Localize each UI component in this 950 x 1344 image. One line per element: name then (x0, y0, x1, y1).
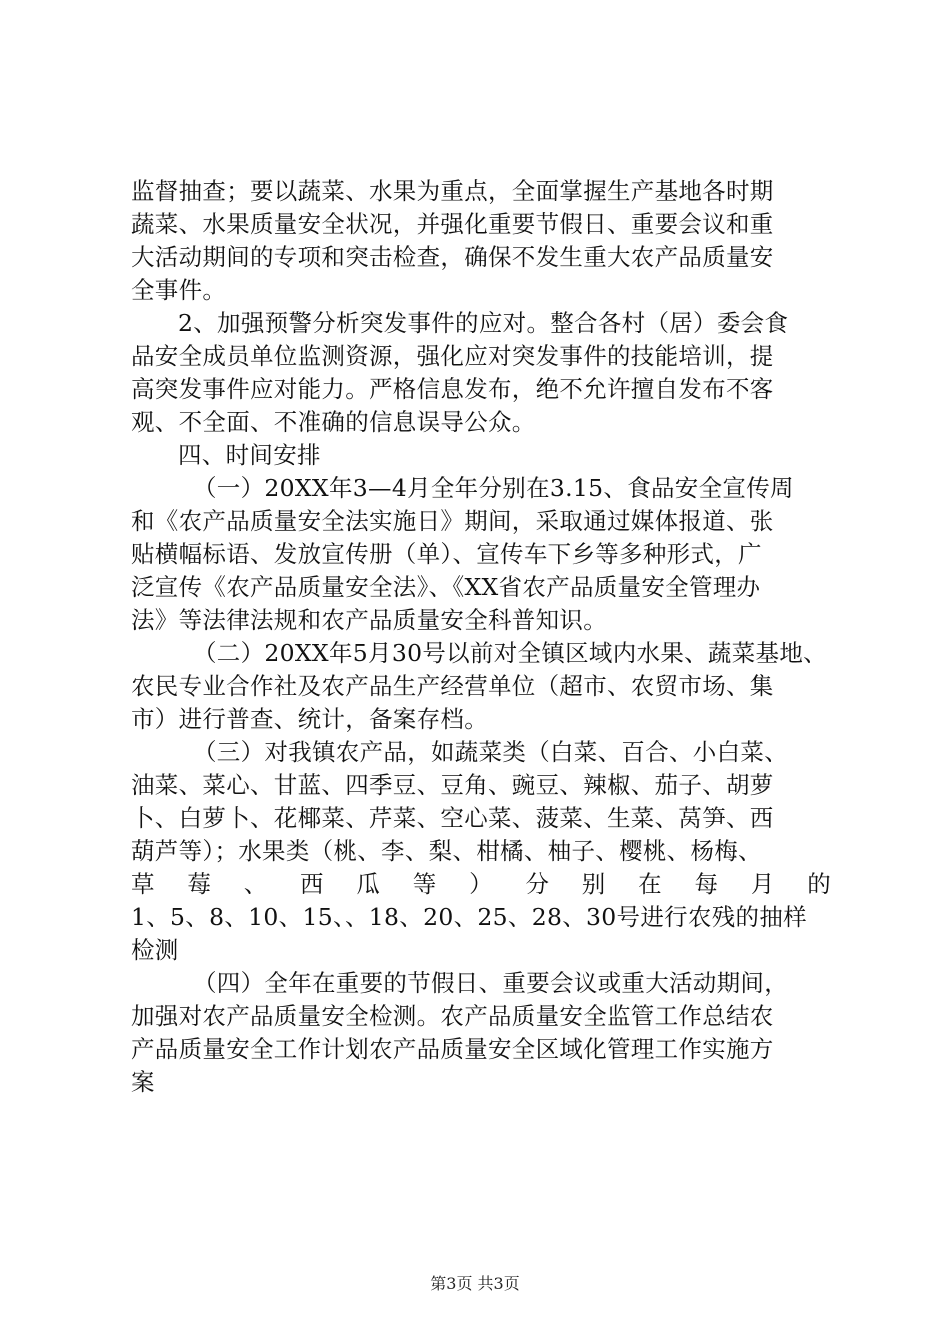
text-line: 农民专业合作社及农产品生产经营单位（超市、农贸市场、集 (131, 672, 774, 700)
text-line: 和《农产品质量安全法实施日》期间，采取通过媒体报道、张 (131, 507, 774, 535)
text-line: 监督抽查；要以蔬菜、水果为重点，全面掌握生产基地各时期 (131, 177, 774, 205)
text-line: 泛宣传《农产品质量安全法》、《XX省农产品质量安全管理办 (131, 573, 761, 601)
text-line: （一）20XX年3—4月全年分别在3.15、食品安全宣传周 (193, 474, 794, 502)
page-footer (0, 1274, 950, 1294)
text-line: 贴横幅标语、发放宣传册（单）、宣传车下乡等多种形式，广 (131, 540, 762, 568)
page-number: 第3页 共3页 (430, 1274, 520, 1293)
text-line: （二）20XX年5月30号以前对全镇区域内水果、蔬菜基地、 (193, 639, 827, 667)
text-line: 卜、白萝卜、花椰菜、芹菜、空心菜、菠菜、生菜、莴笋、西 (131, 804, 774, 832)
text-line: 1、5、8、10、15、、18、20、25、28、30号进行农残的抽样 (131, 903, 807, 931)
text-line: 观、不全面、不准确的信息误导公众。 (131, 408, 536, 436)
text-line: 大活动期间的专项和突击检查，确保不发生重大农产品质量安 (131, 243, 774, 271)
text-line: 加强对农产品质量安全检测。农产品质量安全监管工作总结农 (131, 1002, 774, 1030)
text-line: 高突发事件应对能力。严格信息发布，绝不允许擅自发布不客 (131, 375, 774, 403)
text-line: 产品质量安全工作计划农产品质量安全区域化管理工作实施方 (131, 1035, 774, 1063)
text-line: 法》等法律法规和农产品质量安全科普知识。 (131, 606, 607, 634)
text-line: （三）对我镇农产品，如蔬菜类（白菜、百合、小白菜、 (193, 738, 788, 766)
section-heading: 四、时间安排 (178, 441, 321, 469)
text-line: 葫芦等）；水果类（桃、李、梨、柑橘、柚子、樱桃、杨梅、 (131, 837, 762, 865)
text-line: 检测 (131, 936, 179, 964)
text-line: 草 莓 、 西 瓜 等 ） 分 别 在 每 月 的 (131, 870, 831, 898)
text-line: （四）全年在重要的节假日、重要会议或重大活动期间， (193, 969, 788, 997)
text-line: 市）进行普查、统计，备案存档。 (131, 705, 488, 733)
text-line: 油菜、菜心、甘蓝、四季豆、豆角、豌豆、辣椒、茄子、胡萝 (131, 771, 774, 799)
text-line: 蔬菜、水果质量安全状况，并强化重要节假日、重要会议和重 (131, 210, 774, 238)
text-line: 全事件。 (131, 276, 227, 304)
text-line: 案 (131, 1068, 155, 1096)
text-line: 品安全成员单位监测资源，强化应对突发事件的技能培训，提 (131, 342, 774, 370)
text-line: 2、加强预警分析突发事件的应对。整合各村（居）委会食 (178, 309, 789, 337)
document-body (131, 175, 831, 1099)
